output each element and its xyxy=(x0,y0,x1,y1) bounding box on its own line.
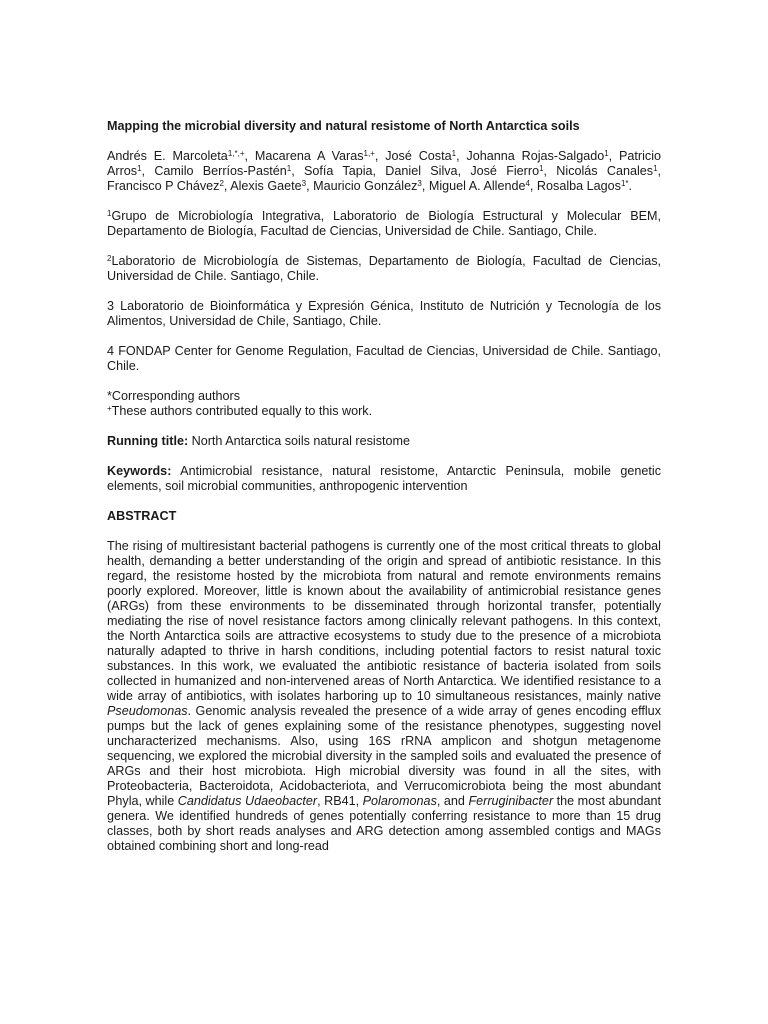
running-title: Running title: North Antarctica soils natural resistome xyxy=(107,434,411,448)
affiliation-4: 4 FONDAP Center for Genome Regulation, Facultad de Ciencias, Universidad de Chile. Santiago, Chile. xyxy=(107,344,661,373)
author: Macarena A Varas$^{1,+}$, xyxy=(254,149,386,163)
author: Nicolás Canales$^1$, xyxy=(556,164,662,178)
author-list xyxy=(107,149,661,194)
author: Sofía Tapia, xyxy=(303,164,386,178)
keywords: Keywords: Antimicrobial resistance, natural resistome, Antarctic Peninsula, mobile genetic elements, soil microbial communities, anthropogenic intervention xyxy=(107,464,661,493)
author: José Costa$^1$, xyxy=(385,149,467,163)
affiliation-1: $^1$Grupo de Microbiología Integrativa, Laboratorio de Biología Estructural y Molecular BEM, Departamento de Biología, Facultad de Ciencias, Universidad de Chile. Santiago, Chile. xyxy=(107,209,661,238)
author: Johanna Rojas-Salgado$^1$, xyxy=(466,149,620,163)
author-notes xyxy=(107,389,661,419)
equal-contribution-note: +These authors contributed equally to this work. xyxy=(107,404,373,418)
running-title-label: Running title: xyxy=(107,434,189,448)
corresponding-note: *Corresponding authors xyxy=(107,389,241,403)
author: Andrés E. Marcoleta$^{1,*,+}$, xyxy=(107,149,255,163)
keywords-label: Keywords: xyxy=(107,464,172,478)
author: Francisco P Chávez$^2$, xyxy=(107,179,231,193)
author: Rosalba Lagos$^{1*}$. xyxy=(536,179,633,193)
author: Camilo Berríos-Pastén$^1$, xyxy=(154,164,304,178)
affiliation-3: 3 Laboratorio de Bioinformática y Expresión Génica, Instituto de Nutrición y Tecnología de los Alimentos, Universidad de Chile, Santiago, Chile. xyxy=(107,299,661,328)
abstract-heading: ABSTRACT xyxy=(107,509,177,523)
author: Mauricio González$^3$, xyxy=(313,179,429,193)
affiliation-2: $^2$Laboratorio de Microbiología de Sistemas, Departamento de Biología, Facultad de Ciencias, Universidad de Chile. Santiago, Chile. xyxy=(107,254,661,283)
author: Daniel Silva, xyxy=(385,164,471,178)
author: Patricio Arros$^1$, xyxy=(107,149,662,178)
author: Miguel A. Allende$^4$, xyxy=(428,179,537,193)
author: José Fierro$^1$, xyxy=(470,164,557,178)
author: Alexis Gaete$^3$, xyxy=(230,179,314,193)
paper-page xyxy=(107,119,661,869)
paper-title: Mapping the microbial diversity and natural resistome of North Antarctica soils xyxy=(107,119,580,133)
abstract-body: The rising of multiresistant bacterial pathogens is currently one of the most critical threats to global health, demanding a better understanding of the origin and spread of antibiotic resistance. In this regard, the resistome hosted by the microbiota from natural and remote environments remains poorly explored. Moreover, little is known about the availability of antimicrobial resistance genes (ARGs) from these environments to be disseminated through horizontal transfer, potentially mediating the rise of novel resistance factors among clinically relevant pathogens. In this context, the North Antarctica soils are attractive ecosystems to study due to the presence of a microbiota naturally adapted to thrive in harsh conditions, including potential factors to resist natural toxic substances. In this work, we evaluated the antibiotic resistance of bacteria isolated from soils collected in humanized and non-intervened areas of North Antarctica. We identified resistance to a wide array of antibiotics, with isolates harboring up to 10 simultaneous resistances, mainly native Pseudomonas. Genomic analysis revealed the presence of a wide array of genes encoding efflux pumps but the lack of genes explaining some of the resistance phenotypes, suggesting novel uncharacterized mechanisms. Also, using 16S rRNA amplicon and shotgun metagenome sequencing, we explored the microbial diversity in the sampled soils and evaluated the presence of ARGs and their host microbiota. High microbial diversity was found in all the sites, with Proteobacteria, Bacteroidota, Acidobacteriota, and Verrucomicrobiota being the most abundant Phyla, while Candidatus Udaeobacter, RB41, Polaromonas, and Ferruginibacter the most abundant genera. We identified hundreds of genes potentially conferring resistance to more than 15 drug classes, both by short reads analyses and ARG detection among assembled contigs and MAGs obtained combining short and long-read xyxy=(107,539,662,853)
